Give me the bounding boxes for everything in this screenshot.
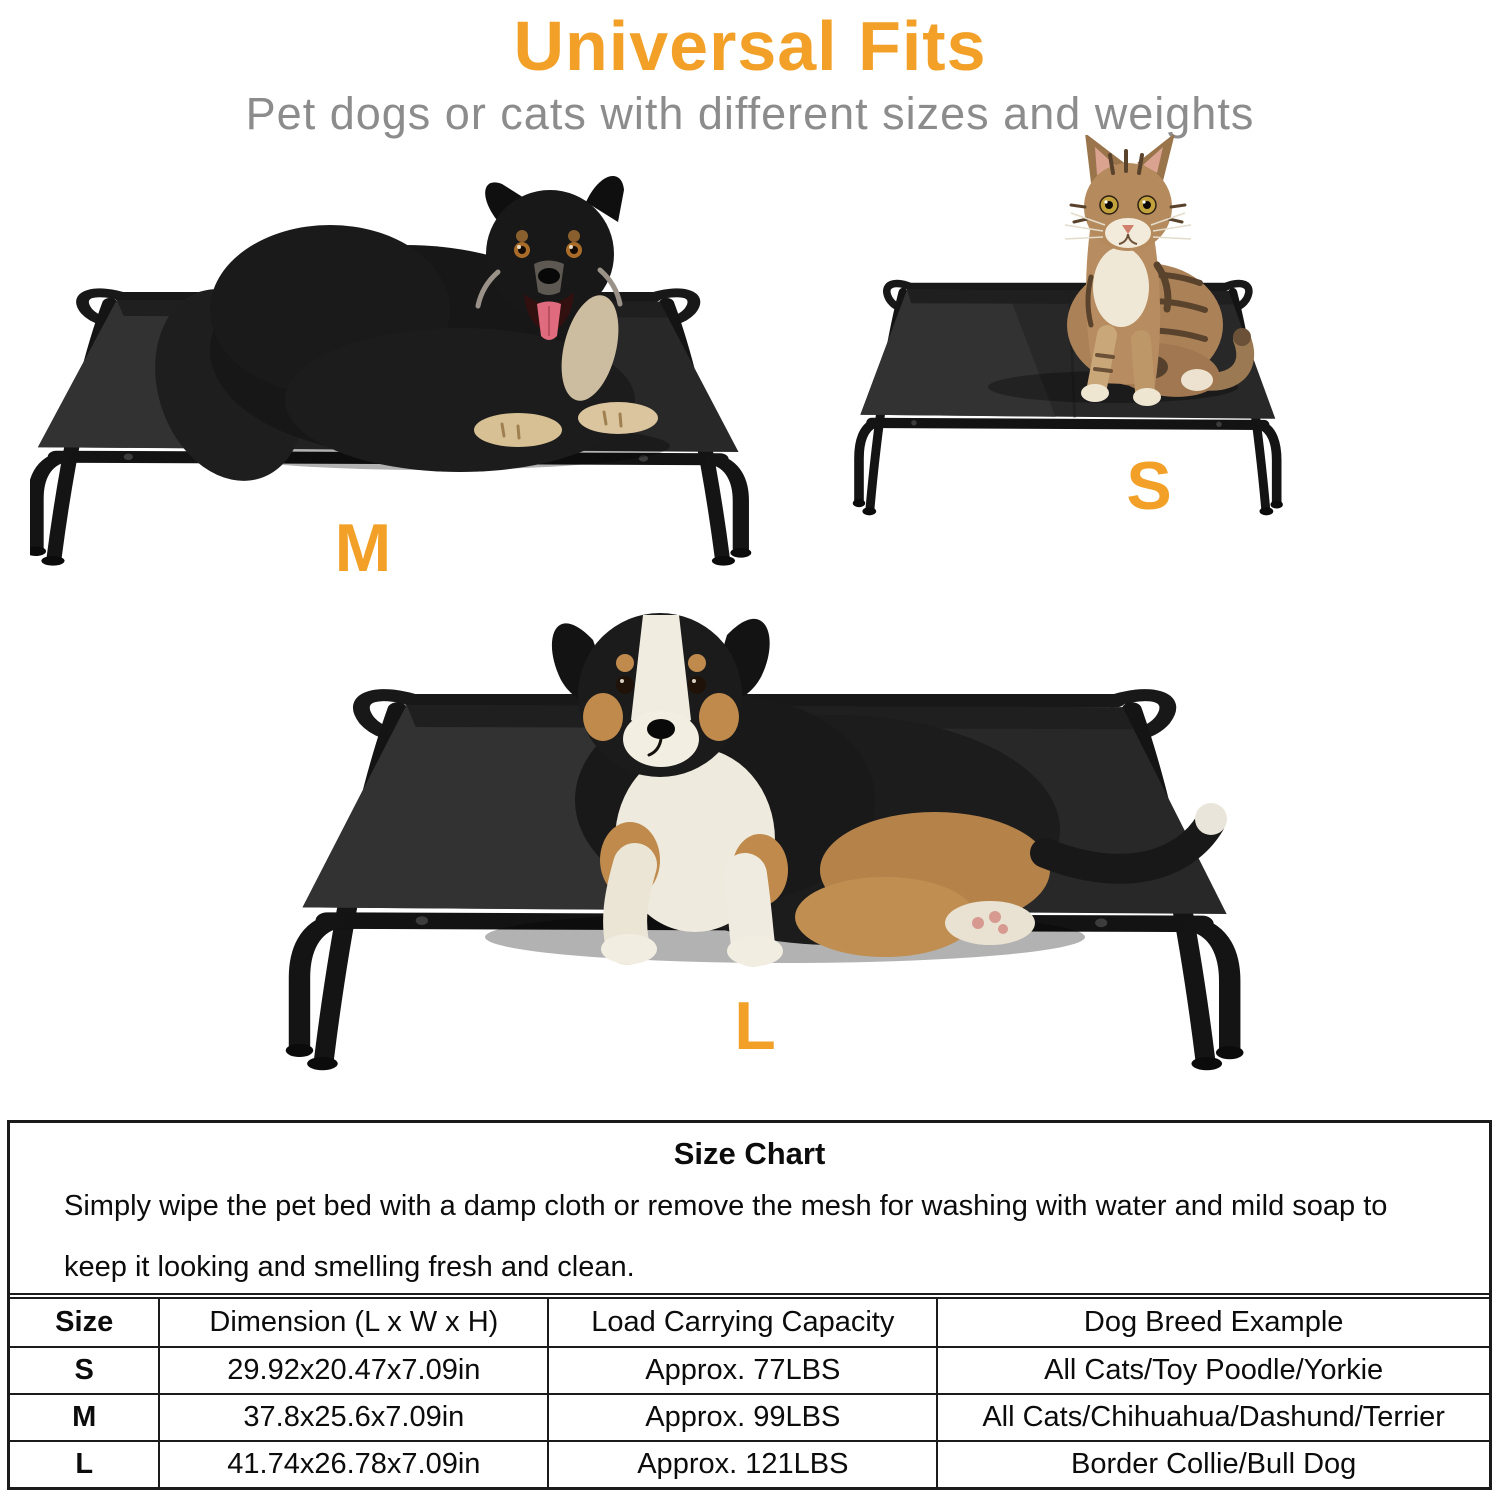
cell-size: S: [10, 1347, 159, 1394]
cell-dimension: 41.74x26.78x7.09in: [159, 1441, 548, 1487]
table-header-row: [10, 1299, 1489, 1347]
size-chart: [7, 1120, 1492, 1490]
cell-size: L: [10, 1441, 159, 1487]
column-header-breed: Dog Breed Example: [937, 1299, 1489, 1347]
cell-dimension: 37.8x25.6x7.09in: [159, 1394, 548, 1441]
cell-capacity: Approx. 121LBS: [548, 1441, 937, 1487]
cell-capacity: Approx. 77LBS: [548, 1347, 937, 1394]
size-chart-table: [10, 1299, 1489, 1487]
size-label-l: L: [734, 988, 776, 1064]
size-chart-title: Size Chart: [673, 1136, 826, 1171]
column-header-size: Size: [10, 1299, 159, 1347]
page-title: Universal Fits: [513, 7, 987, 85]
cell-dimension: 29.92x20.47x7.09in: [159, 1347, 548, 1394]
size-label-m: M: [334, 510, 392, 586]
size-chart-description: Simply wipe the pet bed with a damp cloth or remove the mesh for washing with water and mild soap to keep it looking and smelling fresh and clean.: [64, 1190, 1388, 1283]
column-header-dimension: Dimension (L x W x H): [159, 1299, 548, 1347]
black-dog-illustration: [131, 176, 670, 500]
column-header-capacity: Load Carrying Capacity: [548, 1299, 937, 1347]
size-label-s: S: [1126, 448, 1172, 524]
size-chart-header: [10, 1123, 1489, 1299]
table-row-s: [10, 1347, 1489, 1394]
table-row-m: [10, 1394, 1489, 1441]
cell-size: M: [10, 1394, 159, 1441]
cell-capacity: Approx. 99LBS: [548, 1394, 937, 1441]
cell-breed: All Cats/Chihuahua/Dashund/Terrier: [937, 1394, 1489, 1441]
cell-breed: Border Collie/Bull Dog: [937, 1441, 1489, 1487]
table-row-l: [10, 1441, 1489, 1487]
page-subtitle: Pet dogs or cats with different sizes and weights: [245, 88, 1255, 139]
cell-breed: All Cats/Toy Poodle/Yorkie: [937, 1347, 1489, 1394]
